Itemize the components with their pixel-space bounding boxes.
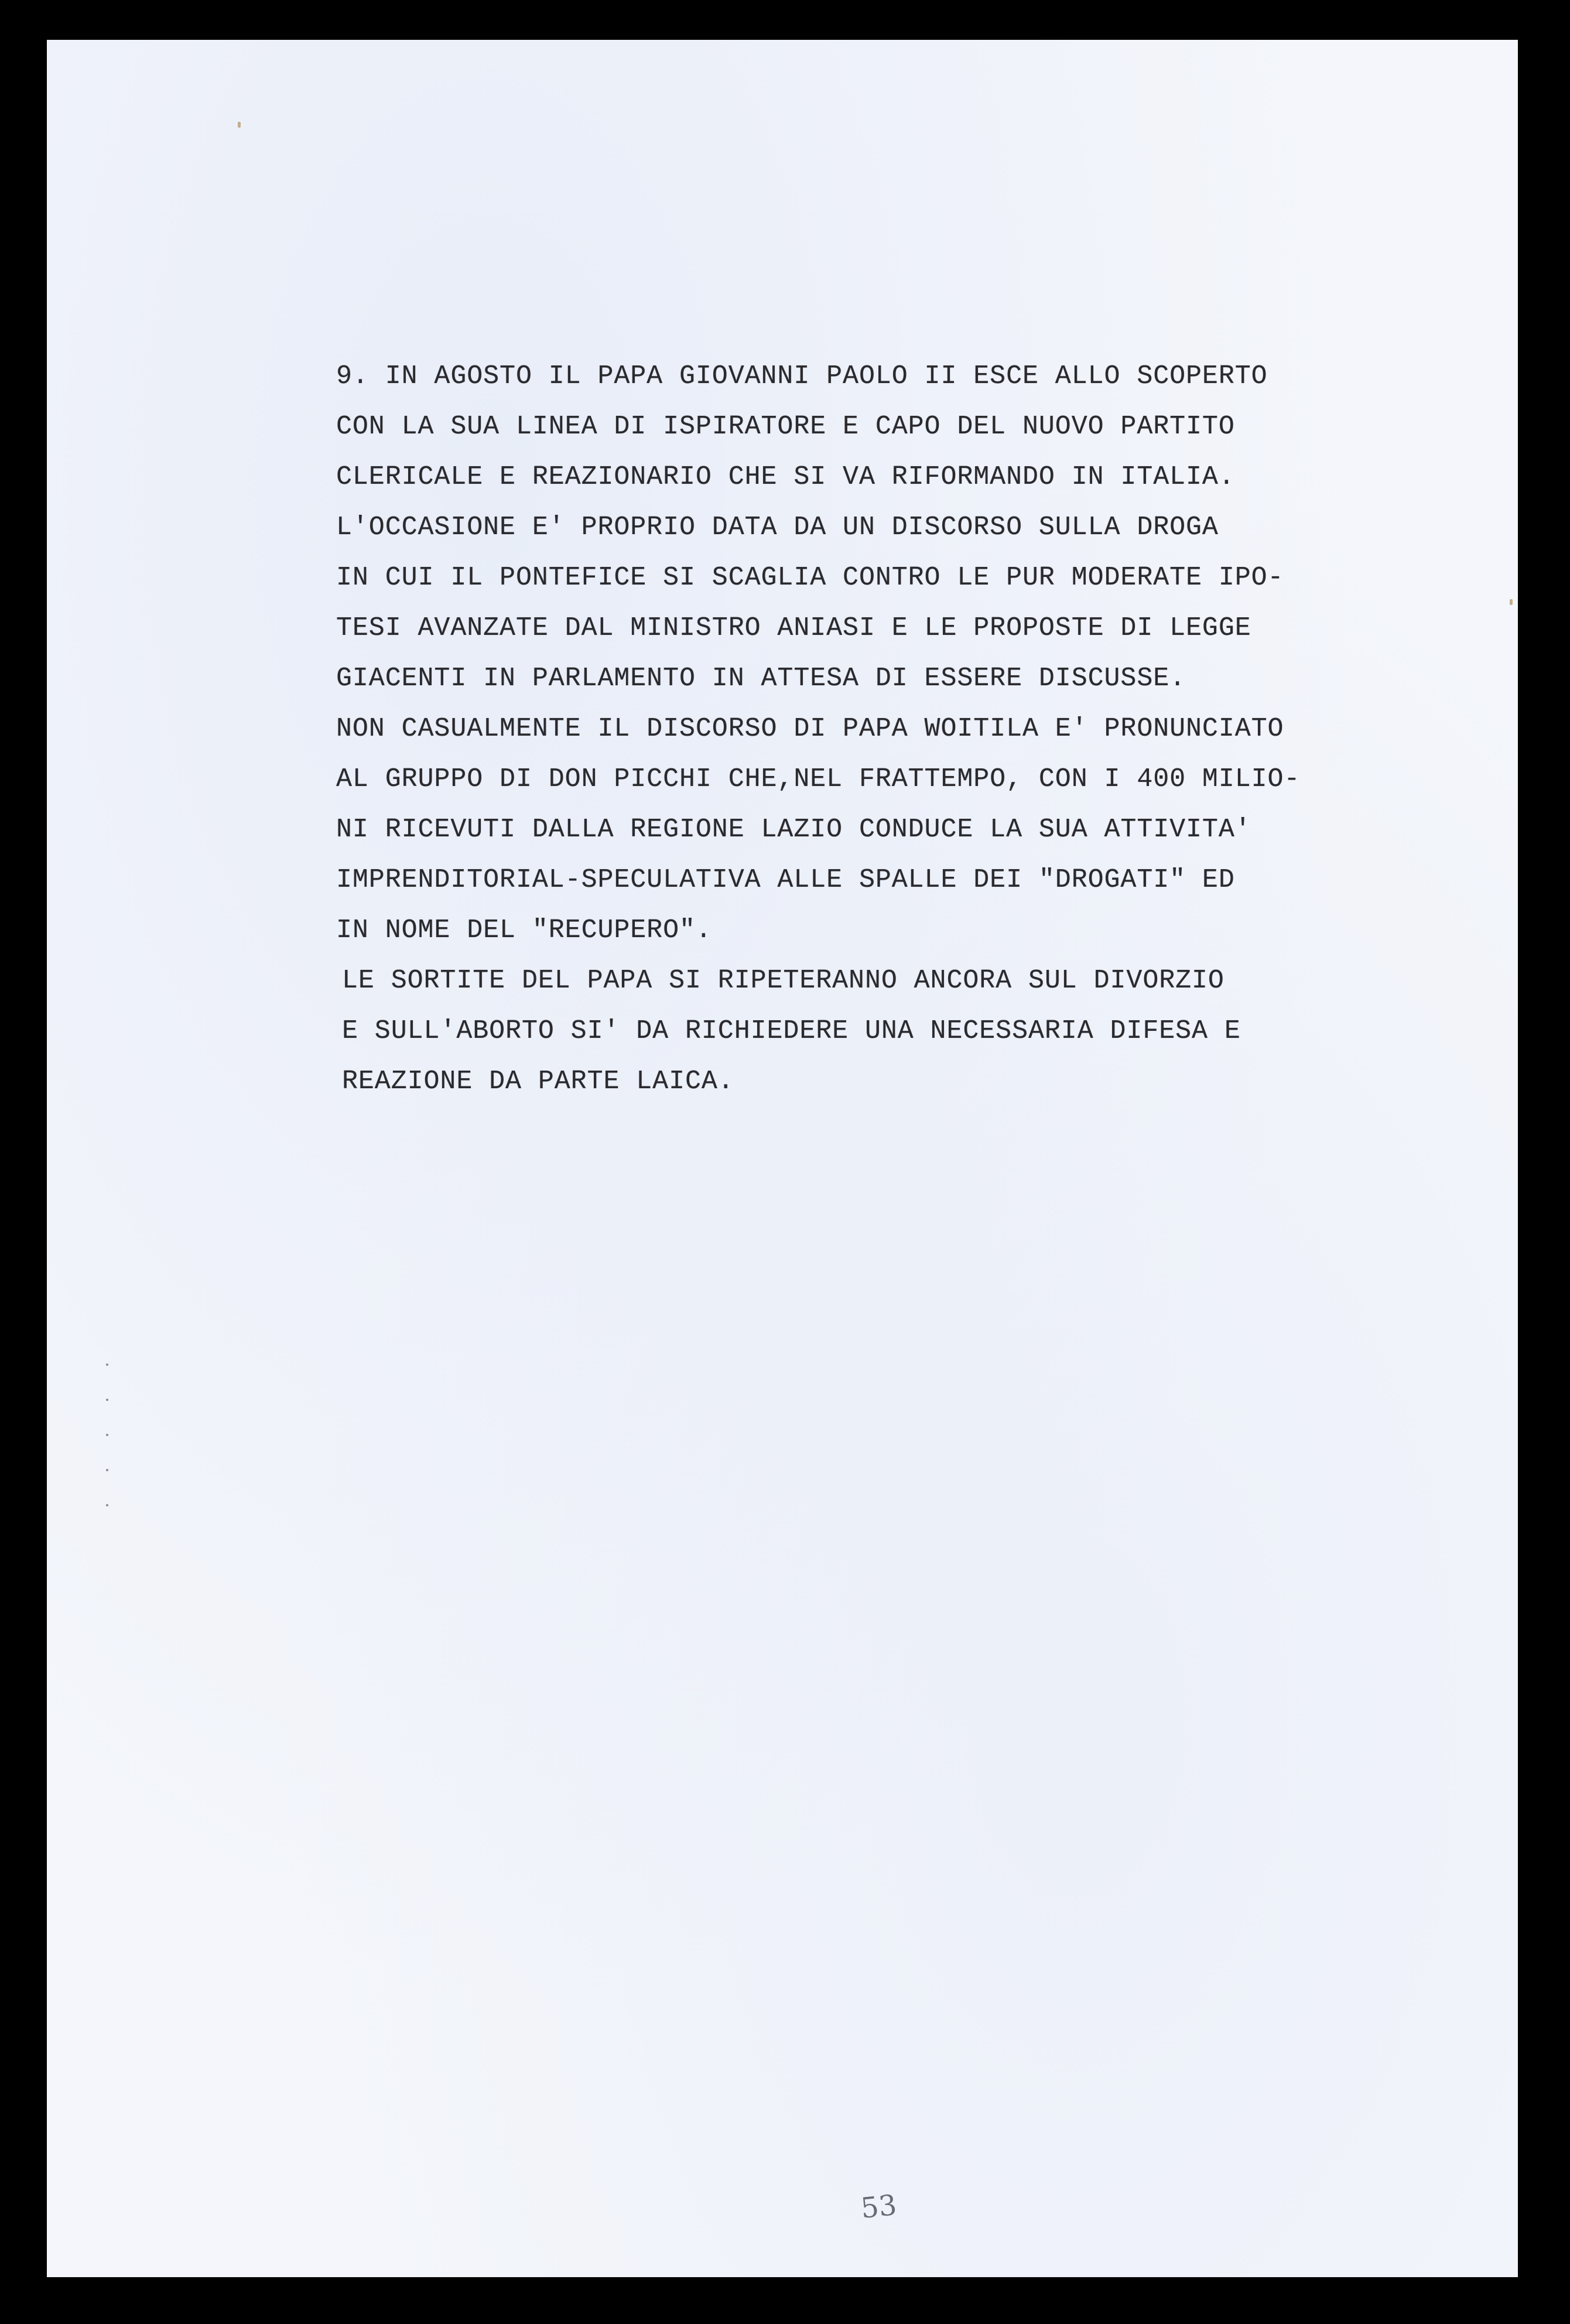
text-line: AL GRUPPO DI DON PICCHI CHE,NEL FRATTEMPO, CON I 400 MILIO- — [336, 764, 1301, 794]
text-line: L'OCCASIONE E' PROPRIO DATA DA UN DISCORSO SULLA DROGA — [336, 512, 1219, 542]
text-line: NI RICEVUTI DALLA REGIONE LAZIO CONDUCE LA SUA ATTIVITA' — [336, 815, 1251, 845]
margin-dot — [106, 1469, 108, 1471]
text-line: TESI AVANZATE DAL MINISTRO ANIASI E LE PROPOSTE DI LEGGE — [336, 613, 1251, 643]
margin-dot — [106, 1434, 108, 1436]
margin-dot — [106, 1363, 108, 1366]
text-line: CON LA SUA LINEA DI ISPIRATORE E CAPO DEL NUOVO PARTITO — [336, 412, 1235, 442]
text-line: IN CUI IL PONTEFICE SI SCAGLIA CONTRO LE PUR MODERATE IPO- — [336, 563, 1284, 593]
text-line: 9. IN AGOSTO IL PAPA GIOVANNI PAOLO II ESCE ALLO SCOPERTO — [336, 361, 1268, 391]
paper-speck — [238, 122, 241, 128]
text-line: IMPRENDITORIAL-SPECULATIVA ALLE SPALLE DEI "DROGATI" ED — [336, 865, 1235, 895]
margin-dot — [106, 1504, 108, 1506]
paper-speck — [1510, 599, 1513, 605]
text-line: LE SORTITE DEL PAPA SI RIPETERANNO ANCORA SUL DIVORZIO — [342, 966, 1224, 996]
typewritten-text — [336, 351, 1355, 1107]
text-line: IN NOME DEL "RECUPERO". — [336, 915, 712, 945]
page-number: 53 — [859, 2188, 898, 2226]
text-line: E SULL'ABORTO SI' DA RICHIEDERE UNA NECESSARIA DIFESA E — [342, 1016, 1241, 1046]
text-line: NON CASUALMENTE IL DISCORSO DI PAPA WOITILA E' PRONUNCIATO — [336, 714, 1284, 744]
text-line: GIACENTI IN PARLAMENTO IN ATTESA DI ESSERE DISCUSSE. — [336, 664, 1186, 693]
text-line: CLERICALE E REAZIONARIO CHE SI VA RIFORMANDO IN ITALIA. — [336, 462, 1235, 492]
text-line: REAZIONE DA PARTE LAICA. — [342, 1067, 734, 1096]
margin-dot — [106, 1399, 108, 1401]
